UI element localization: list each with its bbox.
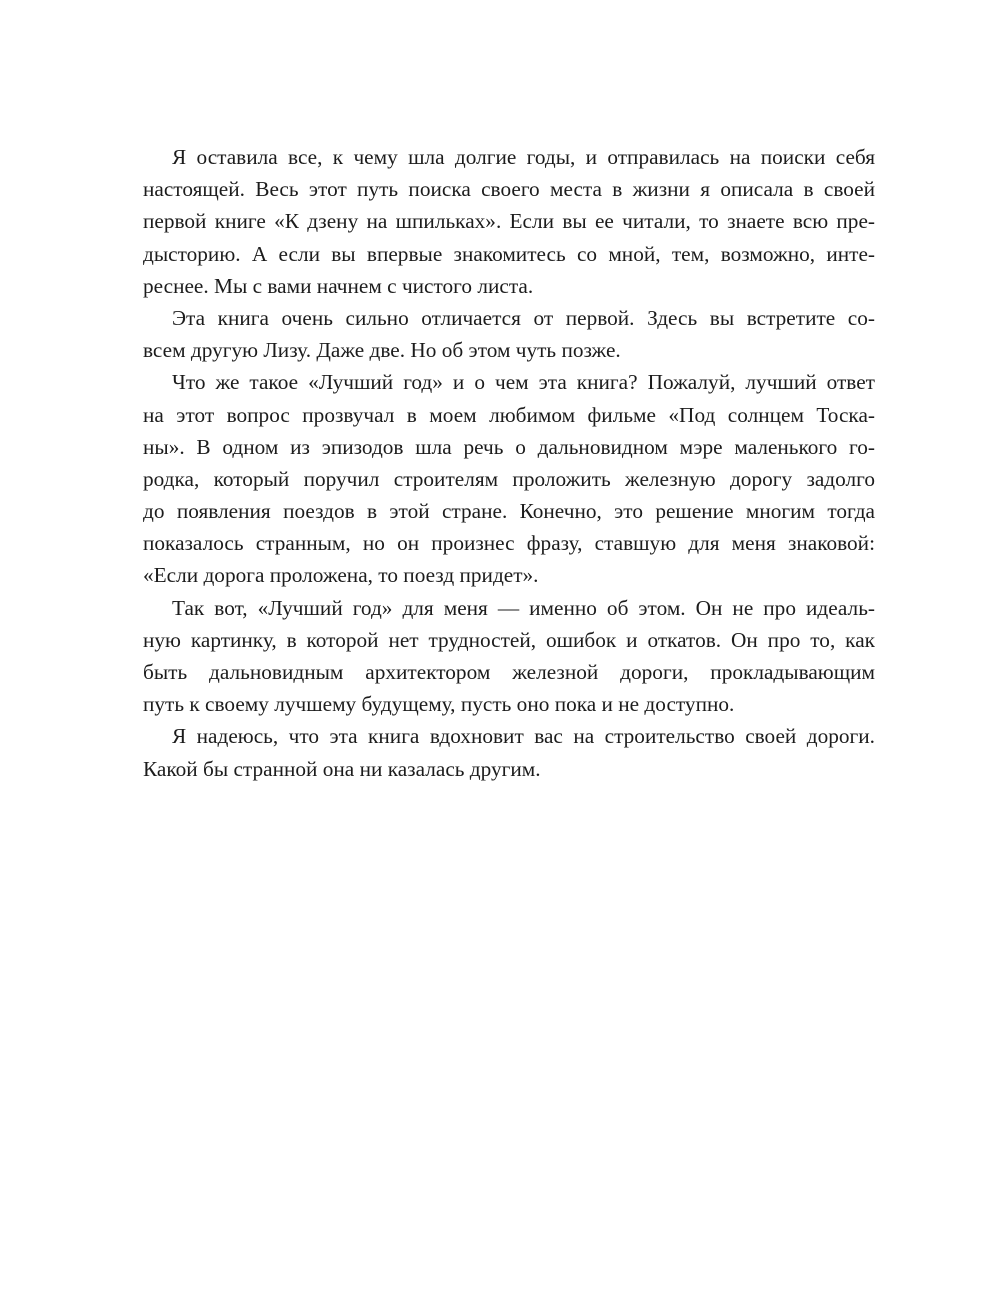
text-line: Что же такое «Лучший год» и о чем эта книга? Пожалуй, лучший ответ: [172, 370, 875, 395]
text-line: Эта книга очень сильно отличается от первой. Здесь вы встретите со-: [172, 305, 875, 330]
text-line: «Если дорога проложена, то поезд придет».: [143, 563, 539, 588]
text-line: на этот вопрос прозвучал в моем любимом фильме «Под солнцем Тоска-: [143, 402, 875, 427]
paragraph: [143, 366, 875, 591]
text-line: быть дальновидным архитектором железной дороги, прокладывающим: [143, 660, 875, 684]
text-line: родка, который поручил строителям проложить железную дорогу задолго: [143, 466, 875, 491]
paragraph: [143, 141, 875, 302]
paragraph: [143, 302, 875, 366]
text-line: ную картинку, в которой нет трудностей, ошибок и откатов. Он про то, как: [143, 627, 875, 652]
text-line: Так вот, «Лучший год» для меня — именно об этом. Он не про идеаль-: [172, 595, 875, 620]
text-line: до появления поездов в этой стране. Конечно, это решение многим тогда: [143, 499, 875, 524]
text-line: всем другую Лизу. Даже две. Но об этом чуть позже.: [143, 338, 621, 363]
text-line: Я надеюсь, что эта книга вдохновит вас на строительство своей дороги.: [172, 724, 875, 749]
text-line: путь к своему лучшему будущему, пусть оно пока и не доступно.: [143, 692, 735, 717]
paragraph: [143, 720, 875, 784]
text-line: реснее. Мы с вами начнем с чистого листа.: [143, 273, 534, 298]
text-line: Какой бы странной она ни казалась другим.: [143, 756, 541, 781]
body-text: [143, 141, 875, 785]
text-line: Я оставила все, к чему шла долгие годы, и отправилась на поиски себя: [172, 145, 875, 169]
text-line: первой книге «К дзену на шпильках». Если вы ее читали, то знаете всю пре-: [143, 209, 875, 234]
paragraph: [143, 592, 875, 721]
text-line: показалось странным, но он произнес фразу, ставшую для меня знаковой:: [143, 531, 875, 556]
text-line: настоящей. Весь этот путь поиска своего места в жизни я описала в своей: [143, 177, 875, 202]
text-line: ны». В одном из эпизодов шла речь о дальновидном мэре маленького го-: [143, 434, 875, 459]
text-line: дысторию. А если вы впервые знакомитесь со мной, тем, возможно, инте-: [143, 241, 875, 266]
